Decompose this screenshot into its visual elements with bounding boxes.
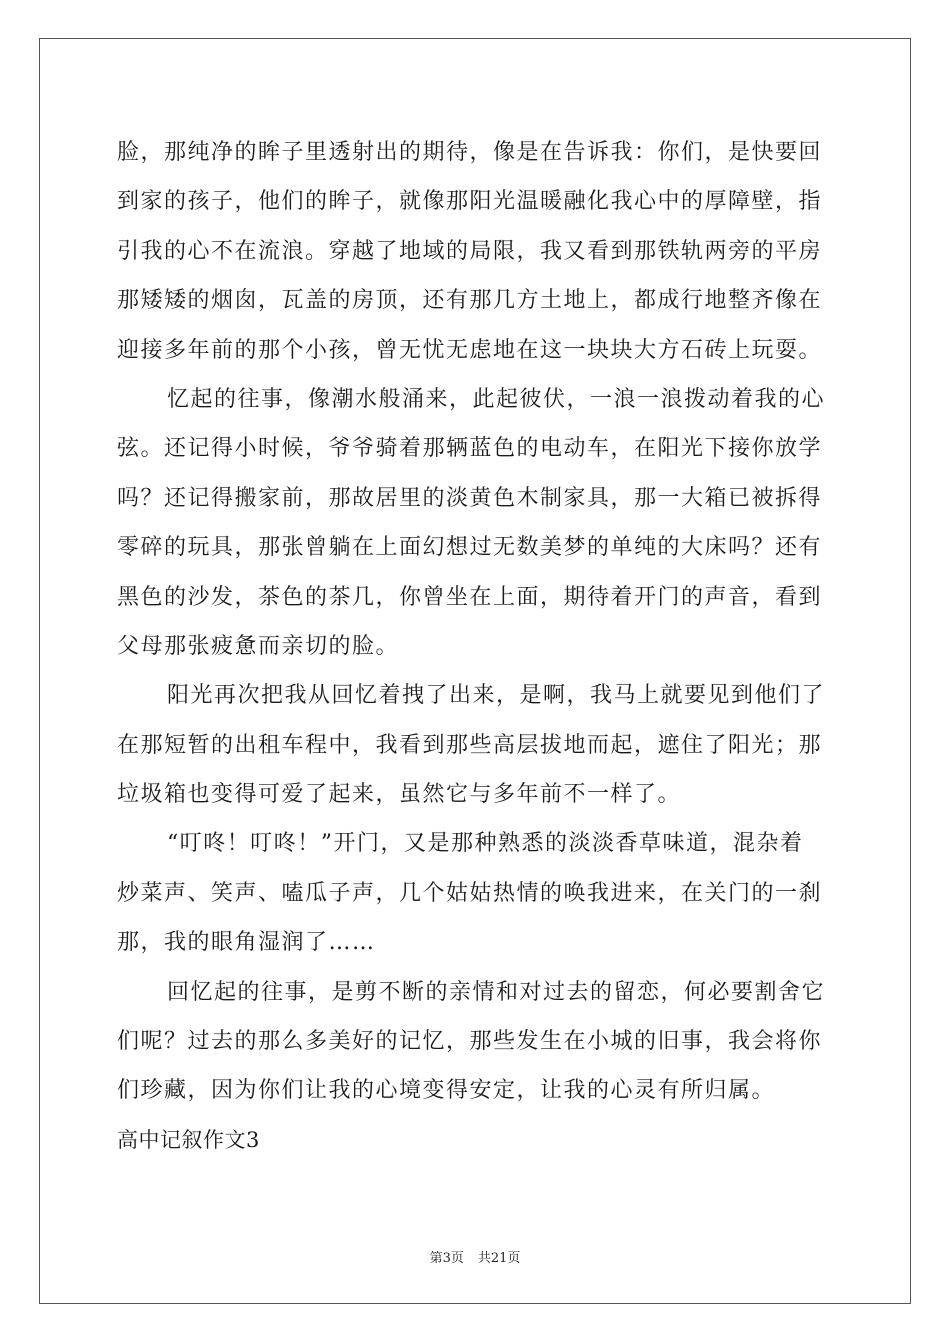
text-line: 父母那张疲惫而亲切的脸。: [117, 633, 400, 659]
text-line: 在那短暂的出租车程中，我看到那些高层拔地而起，遮住了阳光；那: [117, 732, 823, 758]
text-line: 迎接多年前的那个小孩，曾无忧无虑地在这一块块大方石砖上玩耍。: [117, 337, 823, 363]
text-line: 弦。还记得小时候，爷爷骑着那辆蓝色的电动车，在阳光下接你放学: [117, 436, 823, 462]
document-body: [117, 128, 833, 1165]
page-total: 共21页: [477, 1251, 521, 1266]
text-line: 到家的孩子，他们的眸子，就像那阳光温暖融化我心中的厚障壁，指: [117, 189, 823, 215]
text-line: 们呢？过去的那么多美好的记忆，那些发生在小城的旧事，我会将你: [117, 1029, 823, 1055]
paragraph-start-line: “叮咚！叮咚！”开门，又是那种熟悉的淡淡香草味道，混杂着: [167, 831, 804, 857]
text-line: 黑色的沙发，茶色的茶几，你曾坐在上面，期待着开门的声音，看到: [117, 584, 823, 610]
text-line: 引我的心不在流浪。穿越了地域的局限，我又看到那铁轨两旁的平房: [117, 238, 823, 264]
text-line: 那矮矮的烟囱，瓦盖的房顶，还有那几方土地上，都成行地整齐像在: [117, 288, 823, 314]
text-line: 们珍藏，因为你们让我的心境变得安定，让我的心灵有所归属。: [117, 1078, 776, 1104]
text-line: 那，我的眼角湿润了……: [117, 930, 376, 956]
page-footer: [0, 1247, 950, 1266]
text-line: 垃圾箱也变得可爱了起来，虽然它与多年前不一样了。: [117, 782, 682, 808]
paragraph-start-line: 阳光再次把我从回忆着拽了出来，是啊，我马上就要见到他们了: [167, 683, 826, 709]
text-line: 炒菜声、笑声、嗑瓜子声，几个姑姑热情的唤我进来，在关门的一刹: [117, 880, 823, 906]
text-line: 脸，那纯净的眸子里透射出的期待，像是在告诉我：你们，是快要回: [117, 140, 823, 165]
paragraph-start-line: 忆起的往事，像潮水般涌来，此起彼伏，一浪一浪拨动着我的心: [167, 386, 826, 412]
text-line: 吗？还记得搬家前，那故居里的淡黄色木制家具，那一大箱已被拆得: [117, 485, 823, 511]
section-heading: 高中记叙作文3: [117, 1127, 260, 1152]
paragraph-start-line: 回忆起的往事，是剪不断的亲情和对过去的留恋，何必要割舍它: [167, 979, 826, 1005]
page-number: 第3页: [429, 1251, 464, 1266]
text-line: 零碎的玩具，那张曾躺在上面幻想过无数美梦的单纯的大床吗？还有: [117, 535, 823, 561]
